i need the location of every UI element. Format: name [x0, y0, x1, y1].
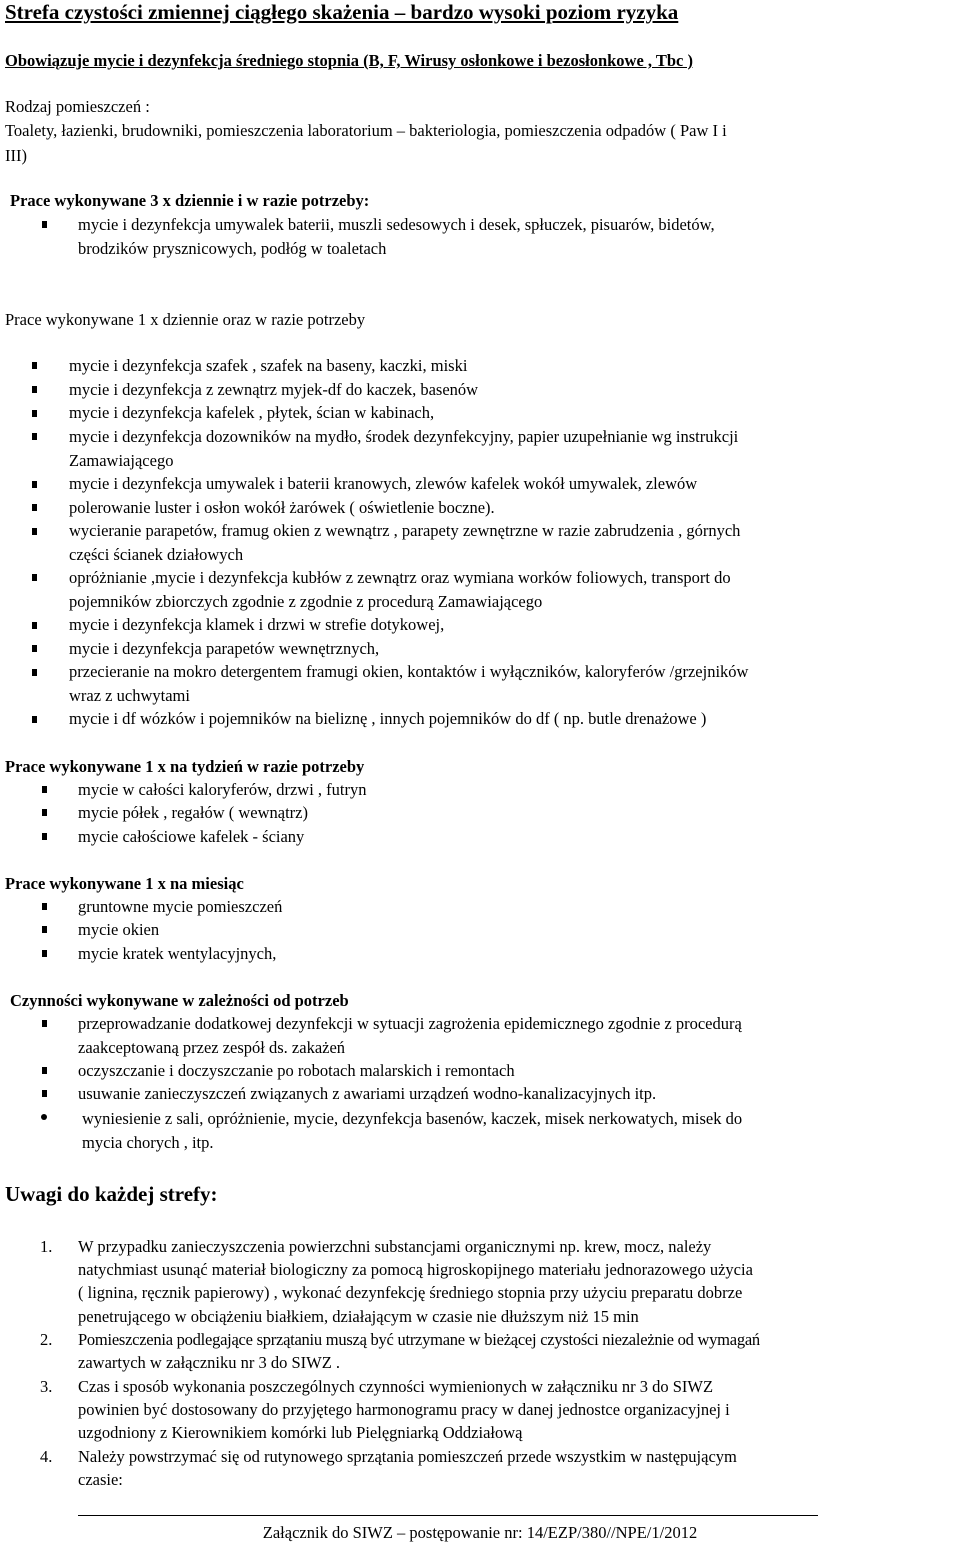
rooms-line-2: III) — [5, 146, 27, 165]
note-number: 3. — [40, 1377, 53, 1396]
list-item: gruntowne mycie pomieszczeń — [78, 897, 283, 916]
note-line: penetrującego w obciążeniu białkiem, działającym w czasie nie dłuższym niż 15 min — [78, 1307, 639, 1326]
list-item: mycie i dezynfekcja z zewnątrz myjek-df do kaczek, basenów — [69, 380, 479, 399]
list-item: mycie i dezynfekcja dozowników na mydło, środek dezynfekcyjny, papier uzupełnianie wg instrukcji — [69, 427, 739, 446]
square-bullet-icon — [32, 481, 37, 488]
square-bullet-icon — [42, 903, 47, 910]
square-bullet-icon — [32, 574, 37, 581]
list-item: mycie i dezynfekcja szafek , szafek na baseny, kaczki, miski — [69, 356, 468, 375]
square-bullet-icon — [32, 410, 37, 417]
footer-text: Załącznik do SIWZ – postępowanie nr: 14/EZP/380//NPE/1/2012 — [262, 1523, 698, 1542]
list-item: mycie i dezynfekcja umywalek baterii, muszli sedesowych i desek, spłuczek, pisuarów, bidetów, — [78, 215, 715, 234]
rooms-line-1: Toalety, łazienki, brudowniki, pomieszczenia laboratorium – bakteriologia, pomieszczenia odpadów ( Paw I i — [5, 121, 727, 140]
square-bullet-icon — [42, 809, 47, 816]
note-number: 2. — [40, 1330, 53, 1349]
footer-divider — [78, 1515, 818, 1516]
square-bullet-icon — [32, 433, 37, 440]
section2-heading: Prace wykonywane 1 x dziennie oraz w razie potrzeby — [5, 310, 366, 329]
note-number: 4. — [40, 1447, 53, 1466]
note-line: czasie: — [78, 1470, 123, 1489]
note-line: Czas i sposób wykonania poszczególnych czynności wymienionych w załączniku nr 3 do SIWZ — [78, 1377, 714, 1396]
note-line: Należy powstrzymać się od rutynowego sprzątania pomieszczeń przede wszystkim w następującym — [78, 1447, 737, 1466]
list-item: mycie całościowe kafelek - ściany — [78, 827, 305, 846]
list-item: mycie i dezynfekcja kafelek , płytek, ścian w kabinach, — [69, 403, 435, 422]
square-bullet-icon — [42, 1090, 47, 1097]
list-item: przeprowadzanie dodatkowej dezynfekcji w sytuacji zagrożenia epidemicznego zgodnie z procedurą — [78, 1014, 742, 1033]
square-bullet-icon — [32, 386, 37, 393]
section4-heading: Prace wykonywane 1 x na miesiąc — [5, 874, 244, 893]
list-item: oczyszczanie i doczyszczanie po robotach malarskich i remontach — [78, 1061, 515, 1080]
square-bullet-icon — [32, 504, 37, 511]
list-item: mycie i dezynfekcja umywalek i baterii kranowych, zlewów kafelek wokół umywalek, zlewów — [69, 474, 698, 493]
list-item-cont: części ścianek działowych — [69, 545, 244, 564]
square-bullet-icon — [32, 645, 37, 652]
note-line: uzgodniony z Kierownikiem komórki lub Pielęgniarką Oddziałową — [78, 1423, 523, 1442]
list-item: przecieranie na mokro detergentem framugi okien, kontaktów i wyłączników, kaloryferów /grzejników — [69, 662, 749, 681]
square-bullet-icon — [42, 926, 47, 933]
list-item: mycie kratek wentylacyjnych, — [78, 944, 277, 963]
list-item-cont: mycia chorych , itp. — [82, 1133, 214, 1152]
square-bullet-icon — [42, 950, 47, 957]
note-line: ( lignina, ręcznik papierowy) , wykonać dezynfekcję średniego stopnia przy użyciu preparatu dobrze — [78, 1283, 743, 1302]
square-bullet-icon — [42, 786, 47, 793]
square-bullet-icon — [32, 669, 37, 676]
note-line: zawartych w załączniku nr 3 do SIWZ . — [78, 1353, 341, 1372]
square-bullet-icon — [42, 221, 47, 228]
section5-heading: Czynności wykonywane w zależności od potrzeb — [10, 991, 349, 1010]
list-item: mycie i df wózków i pojemników na bieliznę , innych pojemników do df ( np. butle drenażowe ) — [69, 709, 707, 728]
list-item-cont: zaakceptowaną przez zespół ds. zakażeń — [78, 1038, 346, 1057]
list-item: wyniesienie z sali, opróżnienie, mycie, dezynfekcja basenów, kaczek, misek nerkowatych, misek do — [82, 1109, 743, 1128]
list-item: mycie i dezynfekcja klamek i drzwi w strefie dotykowej, — [69, 615, 445, 634]
list-item: opróżnianie ,mycie i dezynfekcja kubłów z zewnątrz oraz wymiana worków foliowych, transport do — [69, 568, 731, 587]
square-bullet-icon — [42, 1020, 47, 1027]
square-bullet-icon — [32, 528, 37, 535]
list-item: polerowanie luster i osłon wokół żarówek ( oświetlenie boczne). — [69, 498, 495, 517]
round-bullet-icon — [41, 1114, 47, 1120]
square-bullet-icon — [32, 362, 37, 369]
list-item-cont: Zamawiającego — [69, 451, 174, 470]
list-item-cont: brodzików prysznicowych, podłóg w toaletach — [78, 239, 387, 258]
note-line: W przypadku zanieczyszczenia powierzchni substancjami organicznymi np. krew, mocz, należy — [78, 1237, 712, 1256]
note-line: natychmiast usunąć materiał biologiczny za pomocą higroskopijnego materiału jednorazowego użycia — [78, 1260, 753, 1279]
list-item: mycie w całości kaloryferów, drzwi , futryn — [78, 780, 367, 799]
note-line: powinien być dostosowany do przyjętego harmonogramu pracy w danej jednostce organizacyjnej i — [78, 1400, 730, 1419]
document-subtitle: Obowiązuje mycie i dezynfekcja średniego stopnia (B, F, Wirusy osłonkowe i bezosłonkowe , Tbc ) — [5, 51, 693, 70]
list-item-cont: pojemników zbiorczych zgodnie z zgodnie z procedurą Zamawiającego — [69, 592, 543, 611]
document-title: Strefa czystości zmiennej ciągłego skażenia – bardzo wysoki poziom ryzyka — [5, 0, 679, 24]
list-item: wycieranie parapetów, framug okien z wewnątrz , parapety zewnętrzne w razie zabrudzenia , górnych — [69, 521, 741, 540]
rooms-label: Rodzaj pomieszczeń : — [5, 97, 150, 116]
square-bullet-icon — [42, 1067, 47, 1074]
list-item-cont: wraz z uchwytami — [69, 686, 190, 705]
list-item: mycie okien — [78, 920, 160, 939]
list-item: mycie i dezynfekcja parapetów wewnętrznych, — [69, 639, 380, 658]
square-bullet-icon — [32, 622, 37, 629]
note-line: Pomieszczenia podlegające sprzątaniu muszą być utrzymane w bieżącej czystości niezależnie od wymagań — [78, 1330, 760, 1349]
note-number: 1. — [40, 1237, 53, 1256]
square-bullet-icon — [42, 833, 47, 840]
list-item: mycie półek , regałów ( wewnątrz) — [78, 803, 308, 822]
notes-heading: Uwagi do każdej strefy: — [5, 1182, 218, 1206]
square-bullet-icon — [32, 716, 37, 723]
list-item: usuwanie zanieczyszczeń związanych z awariami urządzeń wodno-kanalizacyjnych itp. — [78, 1084, 657, 1103]
section1-heading: Prace wykonywane 3 x dziennie i w razie potrzeby: — [10, 191, 370, 210]
section3-heading: Prace wykonywane 1 x na tydzień w razie potrzeby — [5, 757, 365, 776]
